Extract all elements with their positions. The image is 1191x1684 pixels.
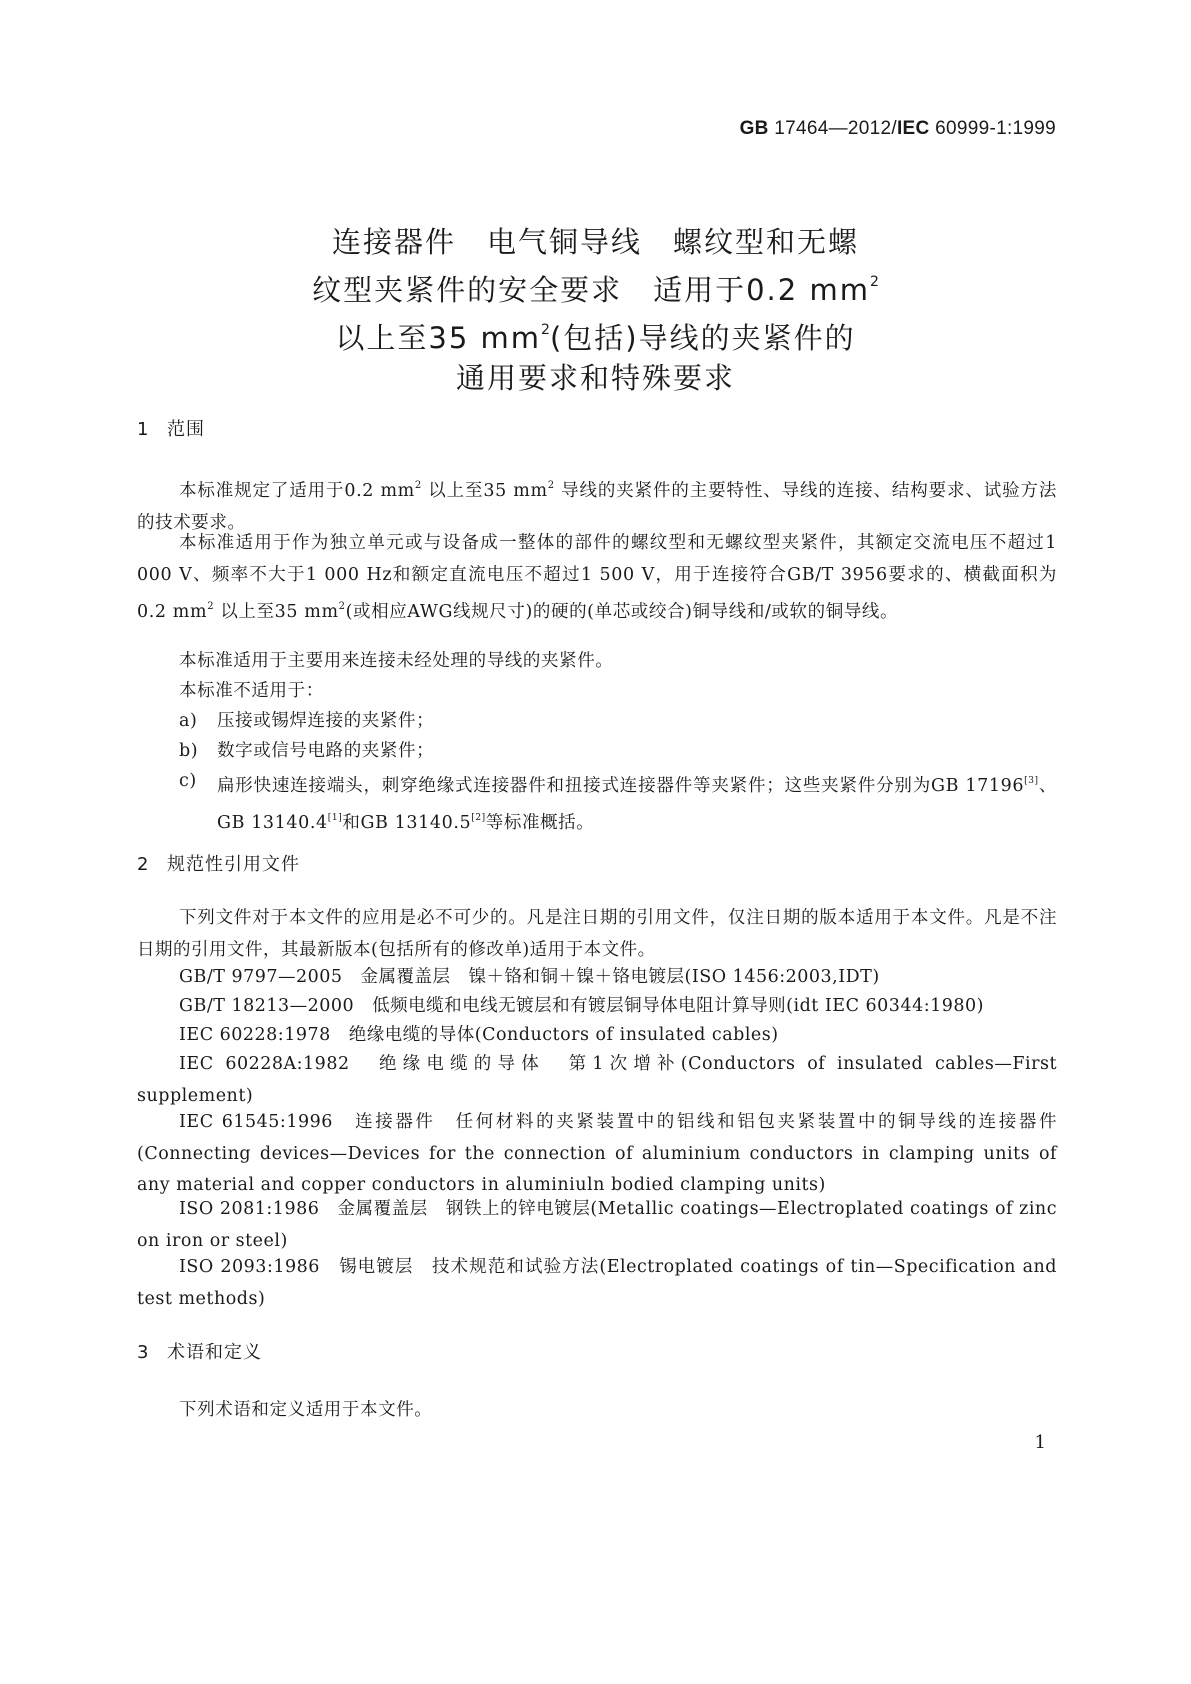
iec-prefix: IEC	[896, 118, 930, 139]
scope-paragraph-4: 本标准不适用于：	[179, 681, 324, 701]
reference-item: ISO 2081:1986 金属覆盖层 钢铁上的锌电镀层(Metallic coatings—Electroplated coatings of zinc on iron or steel)	[137, 1199, 1057, 1251]
list-item: a) 压接或锡焊连接的夹紧件；	[179, 711, 435, 731]
scope-paragraph-3: 本标准适用于主要用来连接未经处理的导线的夹紧件。	[179, 651, 614, 671]
standard-prefix: GB	[739, 118, 769, 139]
section-2-heading: 2 规范性引用文件	[137, 854, 300, 875]
title-line-3: 以上至35 $mm^2$(包括)导线的夹紧件的	[335, 321, 856, 355]
page-number: 1	[1034, 1432, 1046, 1453]
standard-code: 17464—2012/	[774, 118, 897, 139]
section-3-heading: 3 术语和定义	[137, 1342, 262, 1363]
list-item: b) 数字或信号电路的夹紧件；	[179, 741, 435, 761]
reference-item: GB/T 18213—2000 低频电缆和电线无镀层和有镀层铜导体电阻计算导则(idt IEC 60344:1980)	[179, 996, 984, 1016]
scope-paragraph-1: 本标准规定了适用于0.2 $mm^2$ 以上至35 $mm^2$ 导线的夹紧件的主要特性、导线的连接、结构要求、试验方法的技术要求。	[137, 480, 1057, 533]
reference-item: GB/T 9797—2005 金属覆盖层 镍＋铬和铜＋镍＋铬电镀层(ISO 1456:2003,IDT)	[179, 967, 880, 987]
reference-item: IEC 60228:1978 绝缘电缆的导体(Conductors of insulated cables)	[179, 1025, 779, 1045]
list-item: c) 扁形快速连接端头，刺穿绝缘式连接器件和扭接式连接器件等夹紧件；这些夹紧件分别为GB 17196[3]、GB 13140.4[1]和GB 13140.5[2]等标准概括。	[179, 771, 1057, 833]
scope-paragraph-2: 本标准适用于作为独立单元或与设备成一整体的部件的螺纹型和无螺纹型夹紧件，其额定交流电压不超过1 000 V、频率不大于1 000 Hz和额定直流电压不超过1 500 V，用于连接符合GB/T 3956要求的、横截面积为0.2 $mm^2$ 以上至35 $mm^2$(或相应AWG线规尺寸)的硬的(单芯或绞合)铜导线和/或软的铜导线。	[137, 533, 1057, 622]
references-intro: 下列文件对于本文件的应用是必不可少的。凡是注日期的引用文件，仅注日期的版本适用于本文件。凡是不注日期的引用文件，其最新版本(包括所有的修改单)适用于本文件。	[137, 908, 1057, 960]
reference-item: IEC 61545:1996 连接器件 任何材料的夹紧装置中的铝线和铝包夹紧装置中的铜导线的连接器件(Connecting devices—Devices for the connection of aluminium conductors in clamping units of any material and copper conductors in aluminiuln bodied clamping units)	[137, 1112, 1057, 1195]
standard-number	[740, 118, 1056, 140]
iec-code: 60999-1:1999	[935, 118, 1056, 139]
section-1-heading: 1 范围	[137, 419, 205, 440]
document-title	[0, 222, 1191, 398]
title-line-4: 通用要求和特殊要求	[455, 361, 735, 395]
title-line-2: 纹型夹紧件的安全要求 适用于0.2 $mm^2$	[312, 273, 879, 307]
title-line-1: 连接器件 电气铜导线 螺纹型和无螺	[331, 225, 859, 259]
reference-item: IEC 60228A:1982 绝缘电缆的导体 第1次增补(Conductors of insulated cables—First supplement)	[137, 1054, 1057, 1106]
reference-item: ISO 2093:1986 锡电镀层 技术规范和试验方法(Electroplated coatings of tin—Specification and test methods)	[137, 1257, 1057, 1309]
terms-intro: 下列术语和定义适用于本文件。	[179, 1400, 433, 1420]
